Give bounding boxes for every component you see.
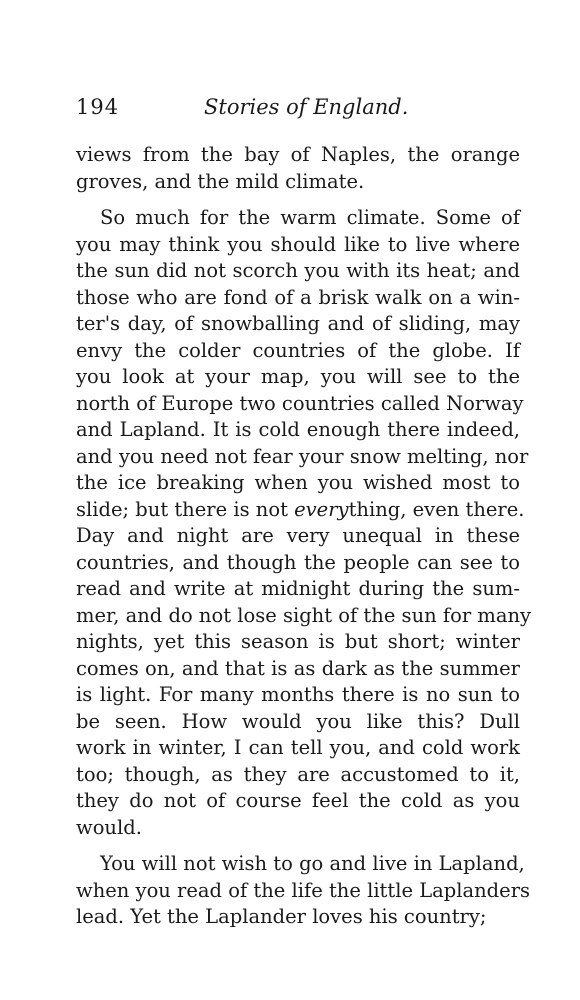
text-line: You will not wish to go and live in Lapland, — [100, 852, 525, 875]
text-line: Day and night are very unequal in these — [76, 524, 520, 547]
text-line: is light. For many months there is no sun to — [76, 683, 520, 706]
text-line: countries, and though the people can see to — [76, 550, 520, 574]
text-line: be seen. How would you like this? Dull — [76, 709, 520, 733]
paragraph — [76, 851, 531, 931]
text-line: slide; but there is not everything, even there. — [76, 497, 525, 521]
paragraph — [76, 205, 532, 841]
text-line: read and write at midnight during the sum- — [76, 577, 520, 600]
page-number: 194 — [76, 95, 120, 119]
text-line: north of Europe two countries called Norway — [76, 391, 524, 415]
text-line: the sun did not scorch you with its heat; and — [76, 259, 520, 282]
text-line: work in winter, I can tell you, and cold work — [76, 736, 520, 759]
text-line: groves, and the mild climate. — [76, 169, 365, 193]
body-text — [76, 142, 532, 931]
text-line: comes on, and that is as dark as the summer — [76, 656, 520, 680]
text-line: they do not of course feel the cold as you — [76, 789, 520, 812]
text-line: when you read of the life the little Laplanders — [76, 878, 531, 902]
text-line: ter's day, of snowballing and of sliding, may — [76, 312, 520, 335]
paragraph — [76, 142, 520, 195]
running-title: Stories of England. — [204, 95, 409, 119]
text-line: too; though, as they are accustomed to it, — [76, 762, 520, 786]
text-line: and Lapland. It is cold enough there indeed, — [76, 418, 520, 441]
text-line: those who are fond of a brisk walk on a win- — [76, 285, 520, 309]
page-header — [76, 95, 520, 125]
text-line: you may think you should like to live where — [76, 232, 520, 256]
text-line: views from the bay of Naples, the orange — [76, 143, 520, 166]
text-line: mer, and do not lose sight of the sun for many — [76, 603, 532, 627]
text-line: you look at your map, you will see to the — [76, 365, 520, 388]
text-line: envy the colder countries of the globe. If — [76, 338, 520, 362]
text-line: and you need not fear your snow melting, nor — [76, 444, 529, 468]
text-line: nights, yet this season is but short; winter — [76, 630, 520, 653]
text-line: would. — [76, 815, 142, 839]
text-line: lead. Yet the Laplander loves his country; — [76, 905, 487, 928]
text-line: So much for the warm climate. Some of — [100, 206, 520, 229]
text-line: the ice breaking when you wished most to — [76, 471, 520, 494]
